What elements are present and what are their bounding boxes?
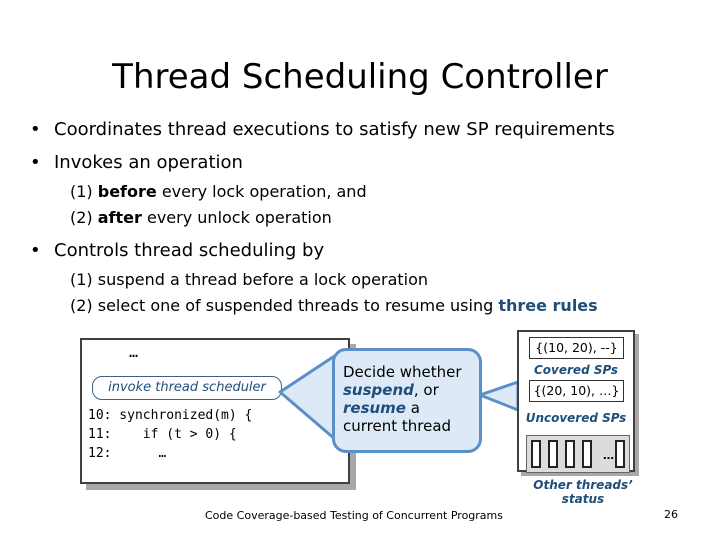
decide-a: a: [405, 399, 420, 417]
sub-rest: every unlock operation: [141, 208, 332, 227]
sub-bold-word: before: [97, 182, 157, 201]
bullet-2-text: Invokes an operation: [54, 152, 243, 173]
bullet-3-sub-2: [70, 294, 598, 318]
bullet-2: [30, 151, 243, 175]
sub-prefix: (2): [70, 208, 98, 227]
decide-line-1: Decide whether: [343, 363, 462, 381]
slide-title: Thread Scheduling Controller: [112, 57, 608, 97]
sub-bold-word: after: [97, 208, 142, 227]
resume-keyword: resume: [343, 399, 406, 417]
thread-status-bar: [565, 440, 575, 468]
threads-status-row: [526, 435, 630, 473]
thread-status-bar: [615, 440, 625, 468]
invoke-scheduler-label: invoke thread scheduler: [92, 376, 282, 400]
three-rules-highlight: three rules: [498, 296, 598, 315]
bullet-1-text: Coordinates thread executions to satisfy new SP requirements: [54, 119, 615, 140]
sub-rest: every lock operation, and: [156, 182, 367, 201]
uncovered-sps-label: Uncovered SPs: [525, 411, 627, 425]
decide-text: [343, 363, 483, 435]
code-ellipsis: …: [129, 343, 139, 361]
code-line-10: 10: synchronized(m) {: [88, 408, 253, 423]
decide-callout: [332, 348, 482, 453]
other-threads-line-2: status: [561, 492, 605, 506]
decide-line-3: current thread: [343, 417, 452, 435]
bullet-3-text: Controls thread scheduling by: [54, 240, 325, 261]
bullet-marker: •: [30, 119, 41, 140]
bullet-2-sub-1: [70, 180, 367, 204]
suspend-keyword: suspend: [343, 381, 414, 399]
bullet-3: [30, 239, 324, 263]
other-threads-status-label: [517, 478, 649, 506]
current-sp-tuple: {(10, 20), --}: [529, 337, 624, 359]
page-number: 26: [664, 508, 678, 521]
thread-status-bar: [531, 440, 541, 468]
bullet-3-sub-1: (1) suspend a thread before a lock operation: [70, 270, 429, 289]
other-threads-line-1: Other threads’: [533, 478, 633, 492]
sub-prefix: (1): [70, 182, 98, 201]
threads-ellipsis: …: [603, 449, 614, 462]
sub-text: (2) select one of suspended threads to resume using: [70, 296, 499, 315]
decide-or: , or: [413, 381, 439, 399]
bullet-marker: •: [30, 152, 41, 173]
sp-status-panel: [517, 330, 635, 472]
bullet-1: [30, 118, 615, 142]
code-line-12: 12: …: [88, 446, 167, 461]
bullet-2-sub-2: [70, 206, 332, 230]
thread-status-bar: [548, 440, 558, 468]
thread-status-bar: [582, 440, 592, 468]
bullet-marker: •: [30, 240, 41, 261]
covered-sp-tuple: {(20, 10), …}: [529, 380, 624, 402]
code-line-11: 11: if (t > 0) {: [88, 427, 237, 442]
footer-text: Code Coverage-based Testing of Concurrent Programs: [205, 509, 503, 522]
covered-sps-label: Covered SPs: [534, 363, 618, 377]
